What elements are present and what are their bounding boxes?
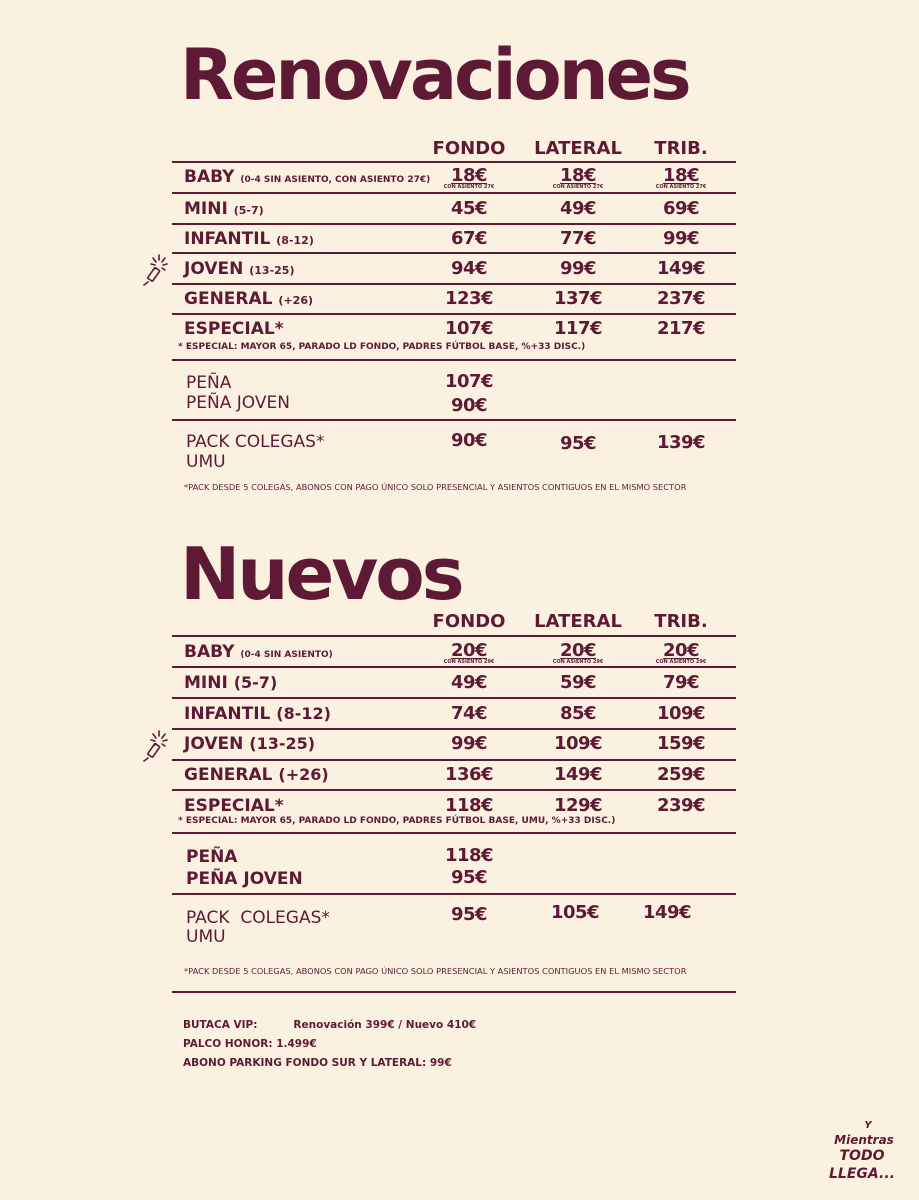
pena-label: PEÑA (186, 373, 232, 393)
col-head-trib: TRIB. (654, 611, 708, 632)
col-head-lateral: LATERAL (534, 611, 622, 632)
price-trib: 69€ (662, 198, 700, 219)
price-lateral: 99€ (559, 258, 597, 279)
col-head-fondo: FONDO (432, 611, 506, 632)
butaca-vip-line (183, 1019, 476, 1031)
price-trib: 217€ (656, 318, 706, 339)
divider (172, 832, 736, 834)
divider (172, 252, 736, 254)
y-mientras-todo-llega-logo (822, 1118, 902, 1186)
row-label: MINI (5-7) (184, 199, 264, 219)
table-row-joven (0, 255, 919, 285)
price-pack-fondo: 95€ (450, 904, 488, 925)
table-row-general (0, 761, 919, 791)
row-label: INFANTIL (8-12) (184, 704, 331, 724)
price-fondo: 94€ (450, 258, 488, 279)
price-pack-trib: 139€ (656, 432, 706, 453)
price-trib: 20€ CON ASIENTO 29€ (655, 640, 707, 665)
price-lateral: 85€ (559, 703, 597, 724)
price-fondo: 45€ (450, 198, 488, 219)
row-label: GENERAL (+26) (184, 289, 314, 309)
row-label: BABY (0-4 SIN ASIENTO, CON ASIENTO 27€) (184, 167, 431, 187)
price-pack-lateral: 95€ (559, 433, 597, 454)
price-lateral: 49€ (559, 198, 597, 219)
row-label: JOVEN (13-25) (184, 259, 295, 279)
price-fondo: 136€ (444, 764, 494, 785)
price-pack-fondo: 90€ (450, 430, 488, 451)
parking-line: ABONO PARKING FONDO SUR Y LATERAL: 99€ (183, 1057, 452, 1069)
divider (172, 789, 736, 791)
firework-rocket-icon (141, 728, 171, 762)
table-row-joven (0, 730, 919, 760)
price-fondo: 18€ CON ASIENTO 27€ (443, 165, 495, 190)
price-trib: 237€ (656, 288, 706, 309)
col-head-trib: TRIB. (654, 138, 708, 159)
price-trib: 159€ (656, 733, 706, 754)
divider (172, 697, 736, 699)
svg-text:Mientras: Mientras (834, 1133, 894, 1147)
butaca-vip-value: Renovación 399€ / Nuevo 410€ (293, 1019, 477, 1031)
row-label: ESPECIAL* (184, 319, 284, 339)
row-label: BABY (0-4 SIN ASIENTO) (184, 642, 333, 662)
especial-note: * ESPECIAL: MAYOR 65, PARADO LD FONDO, PADRES FÚTBOL BASE, UMU, %+33 DISC.) (178, 816, 616, 826)
divider (172, 359, 736, 361)
svg-text:LLEGA...: LLEGA... (829, 1166, 895, 1182)
especial-note: * ESPECIAL: MAYOR 65, PARADO LD FONDO, PADRES FÚTBOL BASE, %+33 DISC.) (178, 342, 586, 352)
pack-note: *PACK DESDE 5 COLEGAS, ABONOS CON PAGO ÚNICO SOLO PRESENCIAL Y ASIENTOS CONTIGUOS EN EL MISMO SECTOR (184, 966, 687, 976)
price-trib: 79€ (662, 672, 700, 693)
pena-label: PEÑA (186, 847, 238, 867)
price-lateral: 137€ (553, 288, 603, 309)
divider (172, 635, 736, 637)
divider (172, 192, 736, 194)
price-fondo: 99€ (450, 733, 488, 754)
price-fondo: 107€ (444, 318, 494, 339)
price-lateral: 129€ (553, 795, 603, 816)
table-row-infantil (0, 700, 919, 730)
pena-joven-label: PEÑA JOVEN (186, 869, 303, 889)
nuevos-title: Nuevos (180, 532, 462, 616)
price-fondo: 123€ (444, 288, 494, 309)
row-label: INFANTIL (8-12) (184, 229, 314, 249)
col-head-fondo: FONDO (432, 138, 506, 159)
pack-label: PACK COLEGAS* (186, 432, 325, 452)
pack-umu-label: UMU (186, 452, 226, 472)
price-lateral: 20€ CON ASIENTO 29€ (552, 640, 604, 665)
price-lateral: 149€ (553, 764, 603, 785)
price-trib: 149€ (656, 258, 706, 279)
price-pena-joven: 95€ (450, 867, 488, 888)
price-lateral: 18€ CON ASIENTO 27€ (552, 165, 604, 190)
divider (172, 666, 736, 668)
row-label: MINI (5-7) (184, 673, 278, 693)
price-lateral: 59€ (559, 672, 597, 693)
row-label: ESPECIAL* (184, 796, 284, 816)
table-row-baby (0, 638, 919, 668)
butaca-vip-label: BUTACA VIP: (183, 1019, 258, 1031)
table-row-infantil (0, 225, 919, 255)
table-row-mini (0, 669, 919, 699)
price-lateral: 109€ (553, 733, 603, 754)
price-trib: 259€ (656, 764, 706, 785)
price-pena: 107€ (444, 371, 494, 392)
price-trib: 99€ (662, 228, 700, 249)
price-fondo: 67€ (450, 228, 488, 249)
price-pena-joven: 90€ (450, 395, 488, 416)
price-fondo: 118€ (444, 795, 494, 816)
price-trib: 18€ CON ASIENTO 27€ (655, 165, 707, 190)
divider (172, 893, 736, 895)
divider (172, 419, 736, 421)
price-pena: 118€ (444, 845, 494, 866)
svg-text:TODO: TODO (839, 1148, 885, 1164)
pack-umu-label: UMU (186, 927, 226, 947)
table-row-general (0, 285, 919, 315)
price-pack-lateral: 105€ (550, 902, 600, 923)
col-head-lateral: LATERAL (534, 138, 622, 159)
firework-rocket-icon (141, 252, 171, 286)
price-fondo: 49€ (450, 672, 488, 693)
divider (172, 991, 736, 993)
table-row-baby (0, 163, 919, 193)
price-trib: 239€ (656, 795, 706, 816)
renovaciones-title: Renovaciones (180, 34, 689, 116)
table-row-especial (0, 315, 919, 345)
palco-honor-line: PALCO HONOR: 1.499€ (183, 1038, 317, 1050)
pack-label: PACK COLEGAS* (186, 908, 330, 928)
price-lateral: 117€ (553, 318, 603, 339)
table-row-mini (0, 195, 919, 225)
price-fondo: 20€ CON ASIENTO 29€ (443, 640, 495, 665)
pena-joven-label: PEÑA JOVEN (186, 393, 290, 413)
row-label: JOVEN (13-25) (184, 734, 316, 754)
price-trib: 109€ (656, 703, 706, 724)
row-label: GENERAL (+26) (184, 765, 329, 785)
price-lateral: 77€ (559, 228, 597, 249)
price-fondo: 74€ (450, 703, 488, 724)
price-pack-trib: 149€ (642, 902, 692, 923)
pack-note: *PACK DESDE 5 COLEGAS, ABONOS CON PAGO ÚNICO SOLO PRESENCIAL Y ASIENTOS CONTIGUOS EN EL MISMO SECTOR (184, 482, 687, 492)
svg-text:Y: Y (864, 1120, 872, 1131)
